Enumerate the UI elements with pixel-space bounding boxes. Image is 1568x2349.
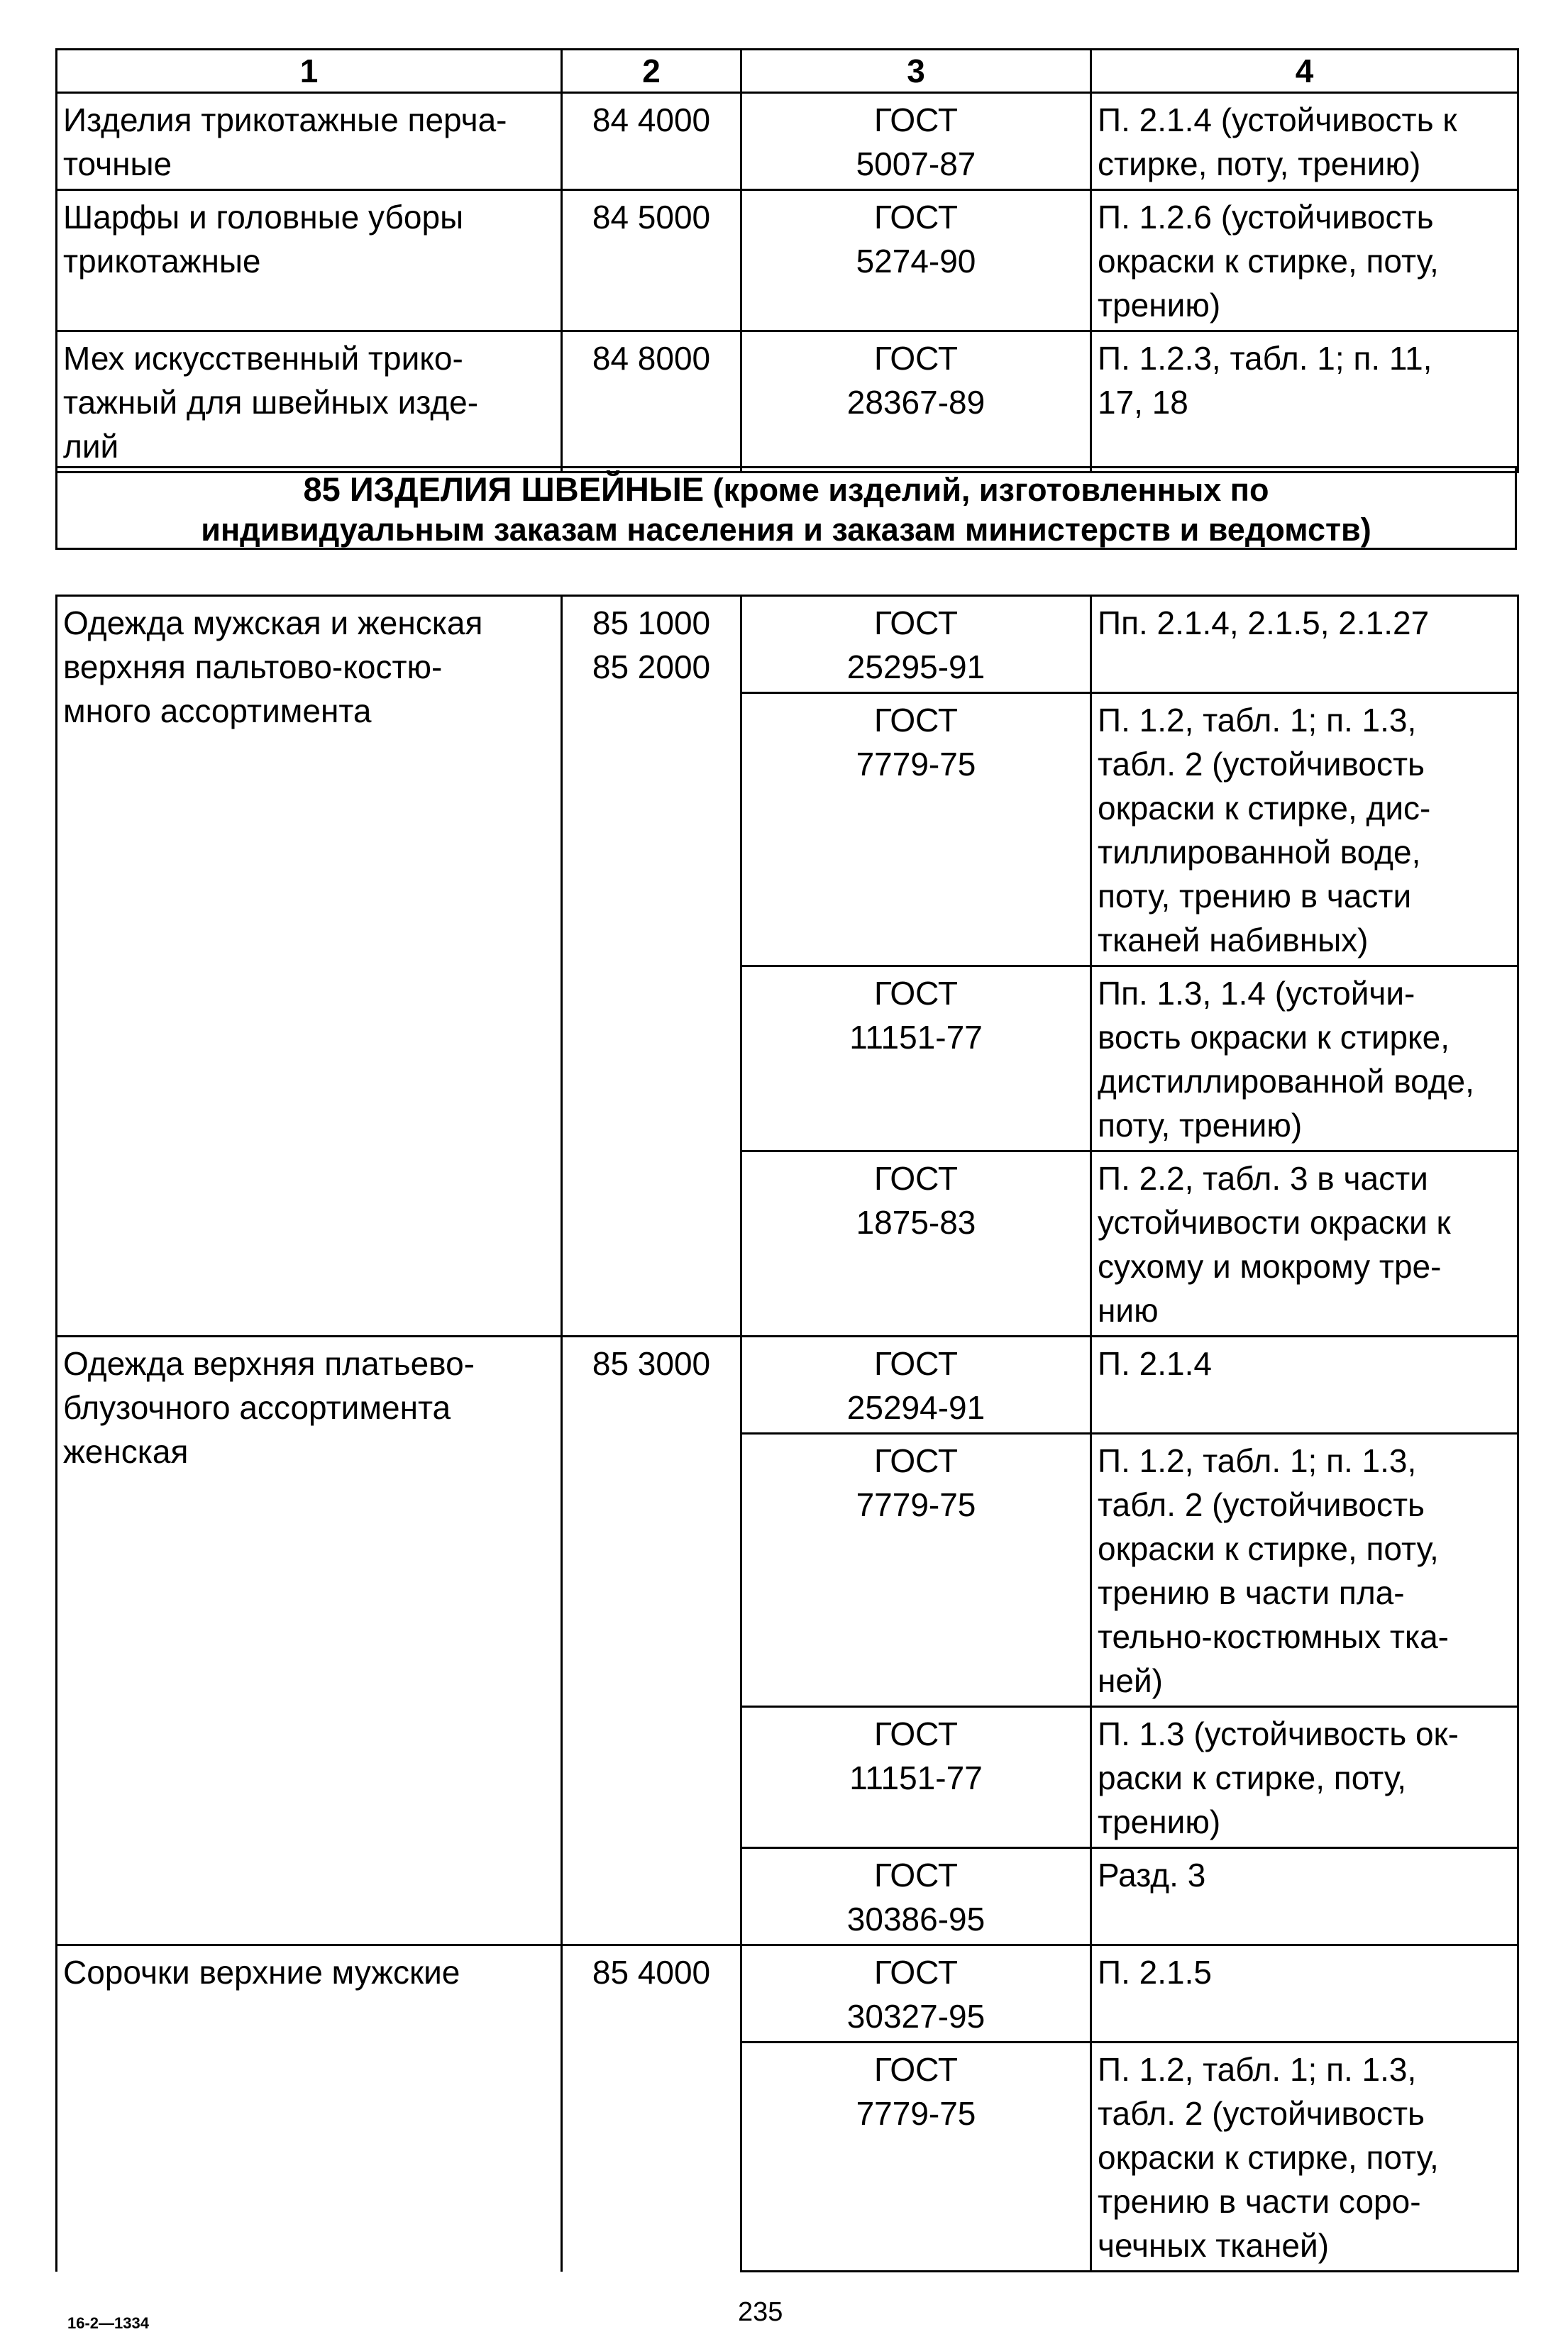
standards-table-85 <box>55 595 1519 2272</box>
product-code-cell <box>562 596 741 1337</box>
product-name-cell-line: Одежда мужская и женская <box>63 604 483 641</box>
gost-cell-line: 7779-75 <box>856 746 976 783</box>
gost-cell <box>741 596 1091 693</box>
product-code-cell-line: 84 5000 <box>592 199 711 236</box>
clause-cell-line: табл. 2 (устойчивость <box>1098 2095 1425 2132</box>
table-row <box>57 93 1518 190</box>
clause-cell-line: Пп. 2.1.4, 2.1.5, 2.1.27 <box>1098 604 1430 641</box>
product-name-cell-line: Мех искусственный трико- <box>63 340 463 377</box>
clause-cell-line: сухому и мокрому тре- <box>1098 1248 1442 1285</box>
clause-cell <box>1091 2043 1518 2272</box>
table-row <box>57 1337 1518 1434</box>
footer-print-code: 16-2—1334 <box>67 2314 149 2332</box>
gost-cell-line: ГОСТ <box>874 1857 958 1894</box>
clause-cell-line: Пп. 1.3, 1.4 (устойчи- <box>1098 975 1415 1012</box>
clause-cell-line: устойчивости окраски к <box>1098 1204 1451 1241</box>
standards-table-84 <box>55 48 1519 473</box>
clause-cell <box>1091 331 1518 472</box>
product-name-cell-line: трикотажные <box>63 243 261 280</box>
section-heading-line2: индивидуальным заказам населения и заказам министерств и ведомств) <box>201 512 1371 548</box>
clause-cell <box>1091 1848 1518 1945</box>
gost-cell-line: ГОСТ <box>874 1715 958 1752</box>
product-name-cell-line: тажный для швейных изде- <box>63 384 479 421</box>
gost-cell <box>741 1848 1091 1945</box>
product-code-cell-line: 85 3000 <box>592 1345 711 1382</box>
clause-cell <box>1091 1434 1518 1707</box>
gost-cell-line: ГОСТ <box>874 604 958 641</box>
product-name-cell <box>57 190 562 331</box>
clause-cell <box>1091 1337 1518 1434</box>
product-code-cell-line: 84 4000 <box>592 101 711 138</box>
clause-cell-line: П. 1.2, табл. 1; п. 1.3, <box>1098 1442 1417 1479</box>
clause-cell-line: П. 2.2, табл. 3 в части <box>1098 1160 1428 1197</box>
column-header: 3 <box>741 50 1091 93</box>
clause-cell-line: окраски к стирке, поту, <box>1098 243 1439 280</box>
gost-cell-line: 28367-89 <box>846 384 985 421</box>
gost-cell-line: ГОСТ <box>874 1160 958 1197</box>
clause-cell-line: дистиллированной воде, <box>1098 1063 1474 1100</box>
product-name-cell <box>57 331 562 472</box>
table-row <box>57 331 1518 472</box>
clause-cell-line: стирке, поту, трению) <box>1098 145 1421 182</box>
gost-cell <box>741 1434 1091 1707</box>
column-header: 2 <box>562 50 741 93</box>
gost-cell-line: 30386-95 <box>846 1901 985 1938</box>
product-name-cell <box>57 1945 562 2272</box>
gost-cell <box>741 93 1091 190</box>
clause-cell <box>1091 1707 1518 1848</box>
product-name-cell-line: лий <box>63 428 119 465</box>
header-row <box>57 50 1518 93</box>
product-name-cell-line: много ассортимента <box>63 692 372 729</box>
gost-cell <box>741 1151 1091 1337</box>
gost-cell-line: 1875-83 <box>856 1204 976 1241</box>
clause-cell-line: поту, трению) <box>1098 1107 1303 1144</box>
gost-cell-line: ГОСТ <box>874 2051 958 2088</box>
gost-cell-line: ГОСТ <box>874 199 958 236</box>
clause-cell-line: П. 2.1.4 (устойчивость к <box>1098 101 1457 138</box>
section-heading-bold: 85 ИЗДЕЛИЯ ШВЕЙНЫЕ <box>303 470 705 508</box>
gost-cell-line: ГОСТ <box>874 1442 958 1479</box>
product-name-cell <box>57 596 562 1337</box>
section-heading-rest: (кроме изделий, изготовленных по <box>704 472 1269 508</box>
clause-cell-line: трению в части соро- <box>1098 2183 1421 2220</box>
clause-cell-line: вость окраски к стирке, <box>1098 1019 1450 1056</box>
gost-cell-line: 25295-91 <box>846 648 985 685</box>
table-row <box>57 190 1518 331</box>
gost-cell-line: 5007-87 <box>856 145 976 182</box>
product-name-cell-line: верхняя пальтово-костю- <box>63 648 443 685</box>
clause-cell-line: ней) <box>1098 1662 1163 1699</box>
clause-cell-line: нию <box>1098 1292 1159 1329</box>
clause-cell-line: П. 2.1.4 <box>1098 1345 1212 1382</box>
product-code-cell-line: 85 4000 <box>592 1954 711 1991</box>
clause-cell-line: раски к стирке, поту, <box>1098 1759 1407 1796</box>
clause-cell-line: табл. 2 (устойчивость <box>1098 746 1425 783</box>
clause-cell-line: П. 1.2.3, табл. 1; п. 11, <box>1098 340 1432 377</box>
clause-cell-line: П. 1.3 (устойчивость ок- <box>1098 1715 1459 1752</box>
clause-cell-line: окраски к стирке, поту, <box>1098 2139 1439 2176</box>
gost-cell-line: ГОСТ <box>874 702 958 739</box>
gost-cell <box>741 190 1091 331</box>
gost-cell-line: ГОСТ <box>874 1954 958 1991</box>
product-name-cell-line: Шарфы и головные уборы <box>63 199 464 236</box>
gost-cell-line: 25294-91 <box>846 1389 985 1426</box>
clause-cell <box>1091 1151 1518 1337</box>
product-name-cell <box>57 93 562 190</box>
gost-cell <box>741 1337 1091 1434</box>
clause-cell <box>1091 596 1518 693</box>
gost-cell <box>741 966 1091 1151</box>
product-name-cell-line: блузочного ассортимента <box>63 1389 451 1426</box>
gost-cell <box>741 693 1091 966</box>
product-name-cell <box>57 1337 562 1945</box>
clause-cell-line: тиллированной воде, <box>1098 834 1421 870</box>
clause-cell-line: трению) <box>1098 1803 1221 1840</box>
clause-cell-line: табл. 2 (устойчивость <box>1098 1486 1425 1523</box>
gost-cell-line: 30327-95 <box>846 1998 985 2035</box>
clause-cell <box>1091 190 1518 331</box>
clause-cell-line: трению в части пла- <box>1098 1574 1405 1611</box>
clause-cell-line: П. 1.2, табл. 1; п. 1.3, <box>1098 702 1417 739</box>
product-name-cell-line: женская <box>63 1433 189 1470</box>
clause-cell <box>1091 1945 1518 2043</box>
product-code-cell <box>562 190 741 331</box>
gost-cell-line: 11151-77 <box>849 1019 983 1056</box>
gost-cell-line: 7779-75 <box>856 1486 976 1523</box>
column-header: 1 <box>57 50 562 93</box>
section-heading-85 <box>55 466 1517 550</box>
column-header: 4 <box>1091 50 1518 93</box>
gost-cell <box>741 1945 1091 2043</box>
gost-cell <box>741 2043 1091 2272</box>
clause-cell-line: Разд. 3 <box>1098 1857 1206 1894</box>
gost-cell-line: ГОСТ <box>874 101 958 138</box>
table-row <box>57 1945 1518 2043</box>
gost-cell-line: 11151-77 <box>849 1759 983 1796</box>
product-name-cell-line: Изделия трикотажные перча- <box>63 101 507 138</box>
product-code-cell <box>562 1337 741 1945</box>
clause-cell <box>1091 966 1518 1151</box>
gost-cell-line: ГОСТ <box>874 1345 958 1382</box>
product-name-cell-line: точные <box>63 145 172 182</box>
gost-cell <box>741 331 1091 472</box>
clause-cell-line: П. 2.1.5 <box>1098 1954 1212 1991</box>
clause-cell-line: чечных тканей) <box>1098 2227 1330 2264</box>
clause-cell-line: окраски к стирке, дис- <box>1098 790 1431 827</box>
product-code-cell <box>562 331 741 472</box>
clause-cell-line: тканей набивных) <box>1098 922 1369 958</box>
gost-cell <box>741 1707 1091 1848</box>
clause-cell-line: П. 1.2.6 (устойчивость <box>1098 199 1434 236</box>
clause-cell-line: П. 1.2, табл. 1; п. 1.3, <box>1098 2051 1417 2088</box>
product-code-cell-line: 84 8000 <box>592 340 711 377</box>
clause-cell-line: трению) <box>1098 287 1221 324</box>
gost-cell-line: 7779-75 <box>856 2095 976 2132</box>
product-name-cell-line: Одежда верхняя платьево- <box>63 1345 475 1382</box>
clause-cell-line: поту, трению в части <box>1098 878 1412 914</box>
product-code-cell-line: 85 1000 <box>592 604 711 641</box>
clause-cell-line: окраски к стирке, поту, <box>1098 1530 1439 1567</box>
gost-cell-line: ГОСТ <box>874 340 958 377</box>
clause-cell <box>1091 693 1518 966</box>
gost-cell-line: ГОСТ <box>874 975 958 1012</box>
product-code-cell-line: 85 2000 <box>592 648 711 685</box>
product-name-cell-line: Сорочки верхние мужские <box>63 1954 460 1991</box>
clause-cell <box>1091 93 1518 190</box>
clause-cell-line: 17, 18 <box>1098 384 1188 421</box>
product-code-cell <box>562 93 741 190</box>
clause-cell-line: тельно-костюмных тка- <box>1098 1618 1449 1655</box>
gost-cell-line: 5274-90 <box>856 243 976 280</box>
table-row <box>57 596 1518 693</box>
product-code-cell <box>562 1945 741 2272</box>
page-number: 235 <box>738 2297 783 2327</box>
